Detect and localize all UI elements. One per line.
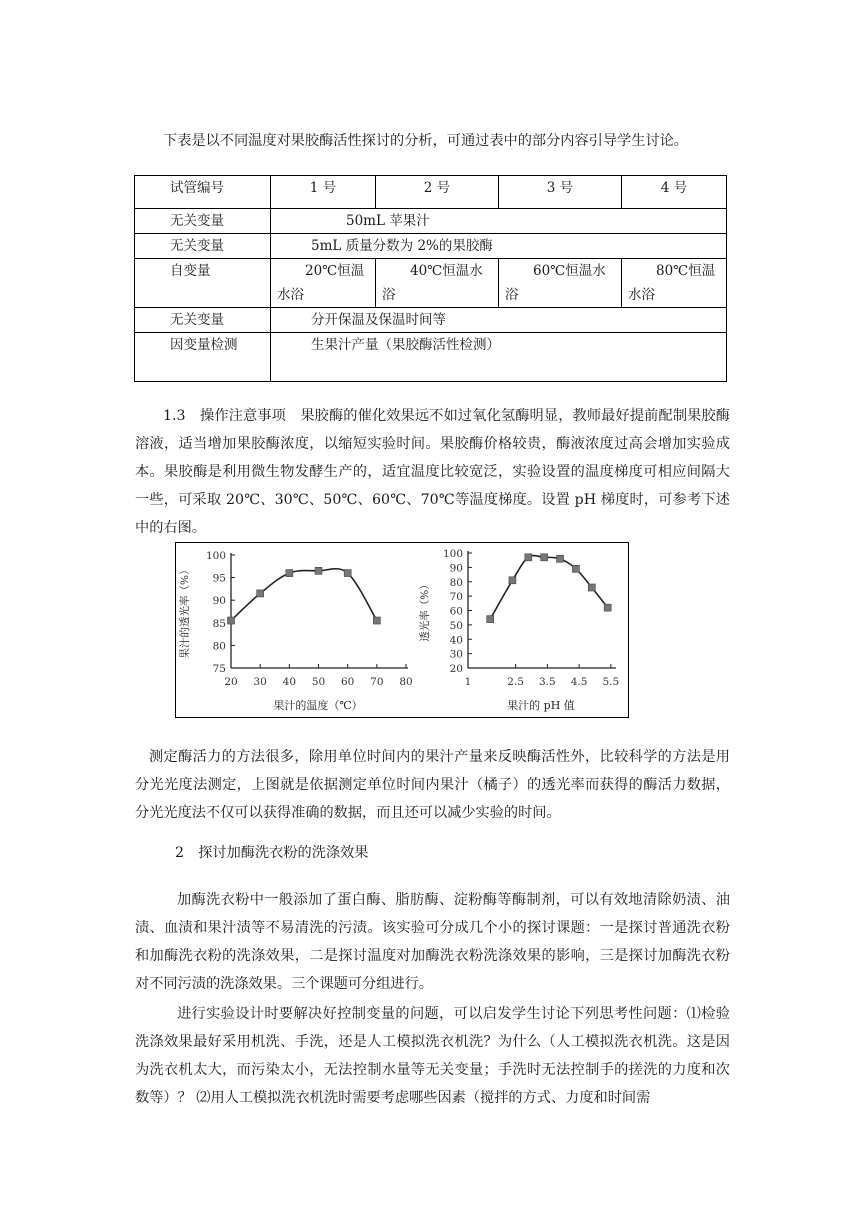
- x-tick-label: 40: [282, 676, 297, 688]
- y-tick-label: 20: [449, 663, 463, 675]
- x-tick-label: 50: [311, 676, 326, 688]
- detergent-paragraph: 加酶洗衣粉中一般添加了蛋白酶、脂肪酶、淀粉酶等酶制剂，可以有效地清除奶渍、油渍、血渍和果汁渍等不易清洗的污渍。该实验可分成几个小的探讨课题：一是探讨普通洗衣粉和加酶洗衣粉的洗涤效果，二是探讨温度对加酶洗衣粉洗涤效果的影响，三是探讨加酶洗衣粉对不同污渍的洗涤效果。三个课题可分组进行。: [135, 892, 730, 992]
- section-1-3-paragraph: 1.3 操作注意事项 果胶酶的催化效果远不如过氧化氢酶明显，教师最好提前配制果胶酶溶液，适当增加果胶酶浓度，以缩短实验时间。果胶酶价格较贵，酶液浓度过高会增加实验成本。果胶酶是利用微生物发酵生产的，适宜温度比较宽泛，实验设置的温度梯度可相应间隔大一些，可采取 20℃、30℃、50℃、60℃、70℃等温度梯度。设置 pH 梯度时，可参考下述中的右图。: [135, 408, 730, 536]
- design-paragraph: 进行实验设计时要解决好控制变量的问题，可以启发学生讨论下列思考性问题：⑴检验洗涤效果最好采用机洗、手洗，还是人工模拟洗衣机洗？为什么（人工模拟洗衣机洗。这是因为洗衣机太大，而污染太小，无法控制水量等无关变量；手洗时无法控制手的搓洗的力度和次数等）？ ⑵用人工模拟洗衣机洗时需要考虑哪些因素（搅拌的方式、力度和时间需: [135, 1006, 730, 1106]
- row-label: 无关变量: [135, 209, 271, 234]
- y-tick-label: 90: [449, 562, 463, 575]
- y-tick-label: 70: [449, 591, 463, 604]
- y-axis-label: 果汁的透光率（%）: [179, 564, 191, 659]
- data-point: [315, 567, 322, 574]
- x-tick-label: 60: [340, 676, 355, 688]
- data-point: [373, 617, 380, 624]
- method-paragraph: 测定酶活力的方法很多，除用单位时间内的果汁产量来反映酶活性外，比较科学的方法是用分光光度法测定，上图就是依据测定单位时间内果汁（橘子）的透光率而获得的酶活力数据，分光光度法不仅可以获得准确的数据，而且还可以减少实验的时间。: [135, 749, 730, 821]
- y-tick-label: 100: [442, 548, 463, 560]
- row-value: 50mL 苹果汁: [271, 209, 727, 234]
- series-line: [231, 569, 377, 621]
- data-point: [344, 570, 351, 577]
- row-label: 自变量: [135, 259, 271, 308]
- table-row: [135, 333, 727, 382]
- data-point: [541, 554, 548, 561]
- data-point: [525, 554, 532, 561]
- y-tick-label: 50: [449, 619, 463, 632]
- row-label: 无关变量: [135, 234, 271, 259]
- figure-box: [175, 542, 629, 718]
- temp-cell: 80℃恒温水浴: [622, 259, 727, 308]
- temp-cell: 60℃恒温水浴: [499, 259, 622, 308]
- y-tick-label: 100: [205, 550, 226, 562]
- temp-cell: 20℃恒温水浴: [271, 259, 376, 308]
- x-tick-label: 5.5: [602, 676, 620, 688]
- data-point: [228, 617, 235, 624]
- table-header-cell: 2 号: [376, 176, 499, 209]
- row-value: 生果汁产量（果胶酶活性检测）: [271, 333, 727, 382]
- x-tick-label: 1: [464, 676, 472, 688]
- x-tick-label: 70: [370, 676, 384, 688]
- y-tick-label: 80: [449, 576, 463, 589]
- y-tick-label: 95: [212, 572, 226, 585]
- data-point: [572, 565, 579, 572]
- table-row: [135, 209, 727, 234]
- temp-cell: 40℃恒温水浴: [376, 259, 499, 308]
- y-tick-label: 30: [449, 648, 463, 661]
- data-point: [588, 584, 595, 591]
- row-label: 因变量检测: [135, 333, 271, 382]
- table-header-cell: 1 号: [271, 176, 376, 209]
- table-row: [135, 308, 727, 333]
- x-tick-label: 20: [224, 676, 238, 688]
- row-value: 5mL 质量分数为 2%的果胶酶: [271, 234, 727, 259]
- row-value: 分开保温及保温时间等: [271, 308, 727, 333]
- table-header-cell: 4 号: [622, 176, 727, 209]
- table-header-label: 试管编号: [135, 176, 271, 209]
- y-tick-label: 75: [212, 663, 226, 675]
- y-tick-label: 85: [212, 617, 226, 630]
- y-axis-label: 透光率（%）: [419, 579, 431, 642]
- x-tick-label: 3.5: [538, 676, 556, 688]
- data-point: [487, 616, 494, 623]
- x-tick-label: 4.5: [570, 676, 588, 688]
- x-tick-label: 30: [253, 676, 267, 688]
- table-row: [135, 176, 727, 209]
- data-point: [557, 555, 564, 562]
- table-row: [135, 259, 727, 308]
- table-row: [135, 234, 727, 259]
- table-header-cell: 3 号: [499, 176, 622, 209]
- section-2-heading: 2 探讨加酶洗衣粉的洗涤效果: [175, 845, 369, 861]
- data-point: [286, 570, 293, 577]
- y-tick-label: 40: [449, 634, 463, 647]
- x-tick-label: 2.5: [507, 676, 524, 688]
- data-point: [257, 590, 264, 597]
- x-tick-label: 80: [399, 676, 413, 688]
- data-point: [604, 604, 611, 611]
- y-tick-label: 60: [449, 605, 463, 618]
- figure-charts: [176, 543, 628, 717]
- y-tick-label: 80: [212, 640, 226, 653]
- x-axis-label: 果汁的温度（℃）: [273, 699, 363, 712]
- row-label: 无关变量: [135, 308, 271, 333]
- x-axis-label: 果汁的 pH 值: [507, 699, 575, 712]
- y-tick-label: 90: [212, 595, 226, 608]
- data-point: [509, 577, 516, 584]
- intro-sentence: 下表是以不同温度对果胶酶活性探讨的分析，可通过表中的部分内容引导学生讨论。: [163, 133, 688, 149]
- experiment-table: [134, 175, 727, 382]
